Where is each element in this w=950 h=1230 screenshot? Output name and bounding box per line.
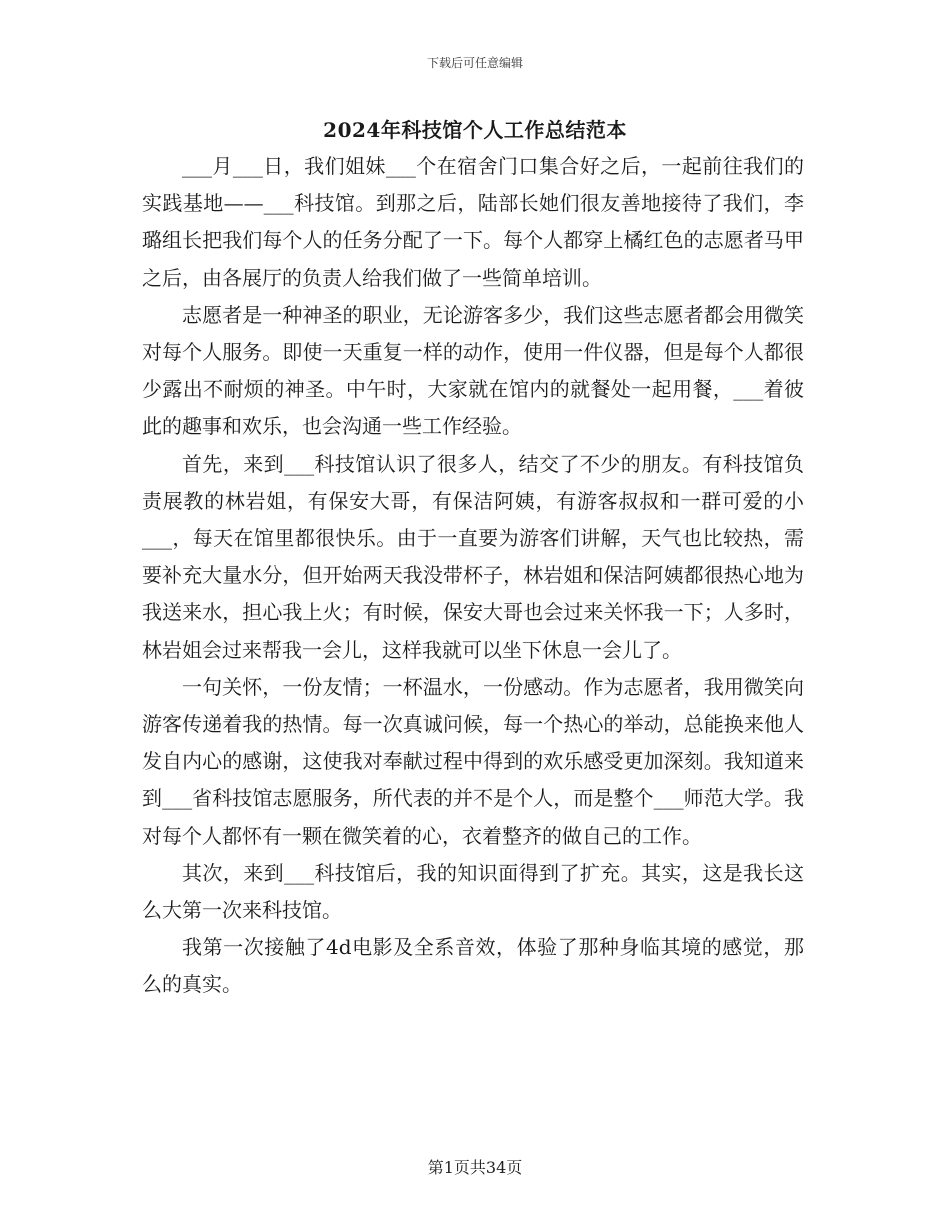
paragraph-1: ___月___日，我们姐妹___个在宿舍门口集合好之后，一起前往我们的实践基地——___科技馆。到那之后，陆部长她们很友善地接待了我们，李璐组长把我们每个人的任务分配了一下。每个人都穿上橘红色的志愿者马甲之后，由各展厅的负责人给我们做了一些简单培训。 xyxy=(142,154,804,290)
paragraph-2: 志愿者是一种神圣的职业，无论游客多少，我们这些志愿者都会用微笑对每个人服务。即使一天重复一样的动作，使用一件仪器，但是每个人都很少露出不耐烦的神圣。中午时，大家就在馆内的就餐处一起用餐，___着彼此的趣事和欢乐，也会沟通一些工作经验。 xyxy=(142,302,804,439)
document-title: 2024年科技馆个人工作总结范本 xyxy=(323,118,627,142)
paragraph-5: 其次，来到___科技馆后，我的知识面得到了扩充。其实，这是我长这么大第一次来科技馆。 xyxy=(142,860,804,923)
paragraph-3: 首先，来到___科技馆认识了很多人，结交了不少的朋友。有科技馆负责展教的林岩姐，有保安大哥，有保洁阿姨，有游客叔叔和一群可爱的小___，每天在馆里都很快乐。由于一直要为游客们讲解，天气也比较热，需要补充大量水分，但开始两天我没带杯子，林岩姐和保洁阿姨都很热心地为我送来水，担心我上火；有时候，保安大哥也会过来关怀我一下；人多时，林岩姐会过来帮我一会儿，这样我就可以坐下休息一会儿了。 xyxy=(142,451,804,662)
page-number: 第1页共34页 xyxy=(427,1158,523,1177)
paragraph-4: 一句关怀，一份友情；一杯温水，一份感动。作为志愿者，我用微笑向游客传递着我的热情。每一次真诚问候，每一个热心的举动，总能换来他人发自内心的感谢，这使我对奉献过程中得到的欢乐感受更加深刻。我知道来到___省科技馆志愿服务，所代表的并不是个人，而是整个___师范大学。我对每个人都怀有一颗在微笑着的心，衣着整齐的做自己的工作。 xyxy=(142,674,804,848)
page-header: 下载后可任意编辑 xyxy=(426,56,523,70)
paragraph-6: 我第一次接触了4d电影及全系音效，体验了那种身临其境的感觉，那么的真实。 xyxy=(142,935,804,997)
document-body xyxy=(142,148,804,1004)
